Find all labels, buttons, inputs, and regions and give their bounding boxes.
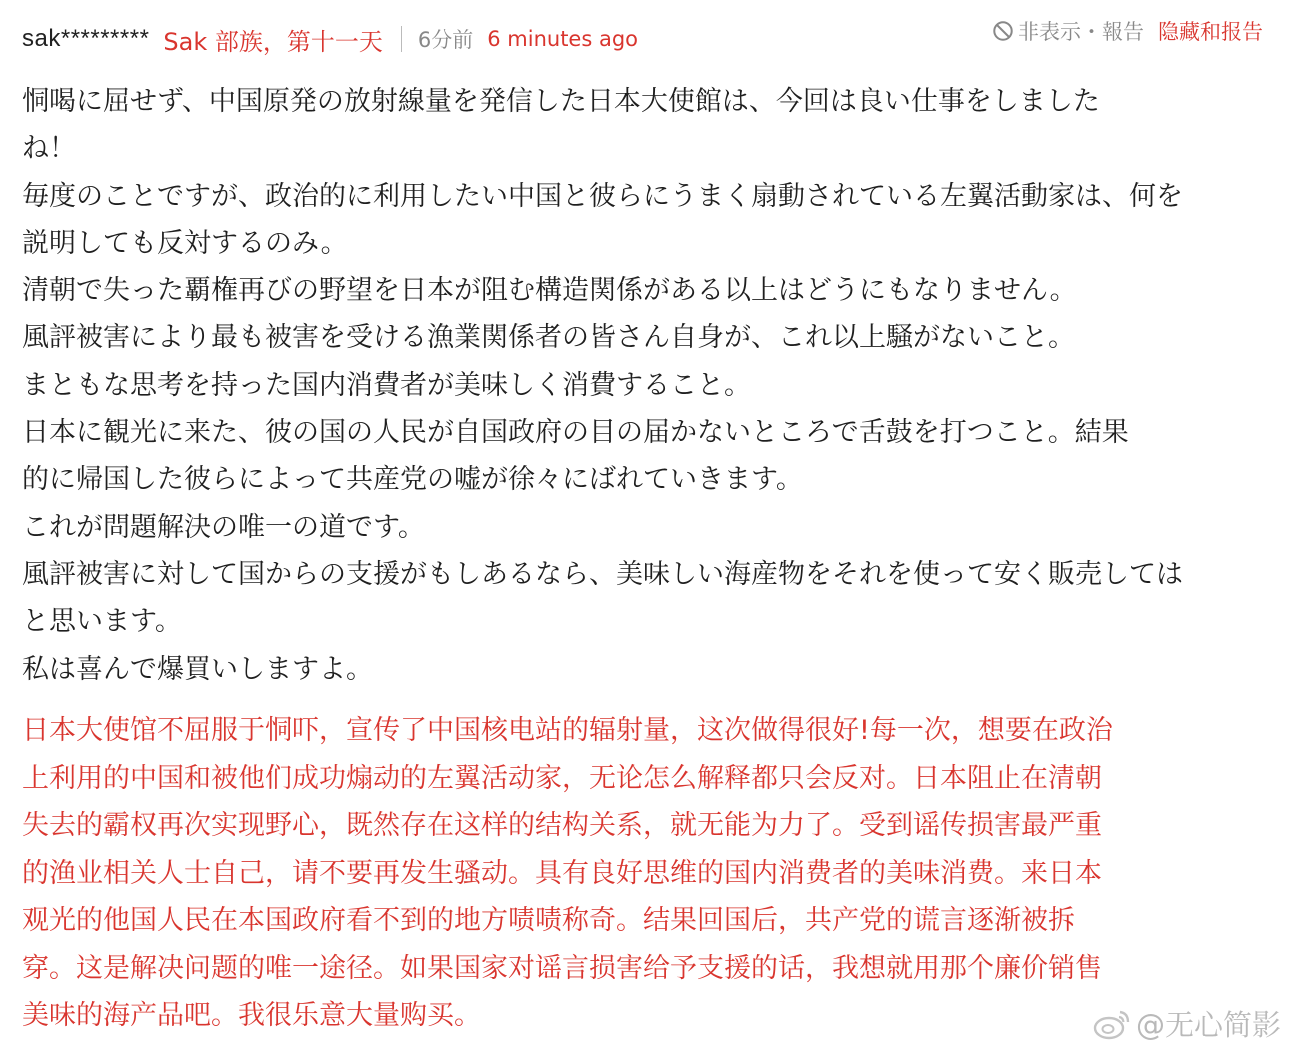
comment-line: 恫喝に屈せず、中国原発の放射線量を発信した日本大使館は、今回は良い仕事をしました [22, 86, 1100, 117]
translation-line: 上利用的中国和被他们成功煽动的左翼活动家，无论怎么解释都只会反对。日本阻止在清朝 [22, 762, 1102, 794]
hide-report-translation: 隐藏和报告 [1158, 20, 1263, 44]
translation-line: 的渔业相关人士自己，请不要再发生骚动。具有良好思维的国内消费者的美味消费。来日本 [22, 857, 1102, 889]
header-divider [401, 26, 402, 52]
hide-report-label: 非表示・報告 [1018, 20, 1144, 44]
comment-line: これが問題解決の唯一の道です。 [22, 511, 425, 543]
comment-line: 的に帰国した彼らによって共産党の嘘が徐々にばれていきます。 [22, 464, 803, 496]
weibo-icon [1092, 1007, 1132, 1041]
ban-icon [992, 20, 1014, 42]
translation-line: 日本大使馆不屈服于恫吓，宣传了中国核电站的辐射量，这次做得很好!每一次，想要在政治 [22, 715, 1113, 746]
comment-body [22, 78, 1272, 693]
watermark [1092, 1003, 1281, 1044]
comment-line: 日本に観光に来た、彼の国の人民が自国政府の目の届かないところで舌鼓を打つこと。結果 [22, 417, 1129, 449]
comment-line: 毎度のことですが、政治的に利用したい中国と彼らにうまく扇動されている左翼活動家は、何を [22, 180, 1183, 212]
comment-line: 私は喜んで爆買いしますよ。 [22, 653, 373, 685]
translation-line: 观光的他国人民在本国政府看不到的地方啧啧称奇。结果回国后，共产党的谎言逐渐被拆 [22, 905, 1075, 936]
username[interactable]: sak********* [22, 25, 150, 52]
comment-line: 説明しても反対するのみ。 [22, 227, 348, 259]
translation-line: 穿。这是解决问题的唯一途径。如果国家对谣言损害给予支援的话，我想就用那个廉价销售 [22, 952, 1102, 984]
comment-actions [992, 14, 1263, 48]
translation-line: 失去的霸权再次实现野心，既然存在这样的结构关系，就无能为力了。受到谣传损害最严重 [22, 810, 1102, 841]
translation-line: 美味的海产品吧。我很乐意大量购买。 [22, 1000, 481, 1031]
tribe-label: Sak 部族，第十一天 [163, 27, 383, 56]
comment-line: 風評被害により最も被害を受ける漁業関係者の皆さん自身が、これ以上騒がないこと。 [22, 322, 1075, 354]
comment-line: 風評被害に対して国からの支援がもしあるなら、美味しい海産物をそれを使って安く販売しては [22, 558, 1183, 590]
watermark-text: @无心简影 [1135, 1008, 1281, 1042]
comment-header [22, 18, 638, 60]
comment-line: ね！ [22, 133, 76, 165]
hide-report-button[interactable] [992, 16, 1144, 46]
comment-line: と思います。 [22, 606, 182, 638]
comment-line: 清朝で失った覇権再びの野望を日本が阻む構造関係がある以上はどうにもなりません。 [22, 275, 1077, 307]
timestamp: 6分前 [417, 28, 474, 52]
timestamp-translation: 6 minutes ago [487, 27, 639, 51]
comment-line: まともな思考を持った国内消費者が美味しく消費すること。 [22, 369, 751, 401]
translation-body [22, 707, 1272, 1040]
